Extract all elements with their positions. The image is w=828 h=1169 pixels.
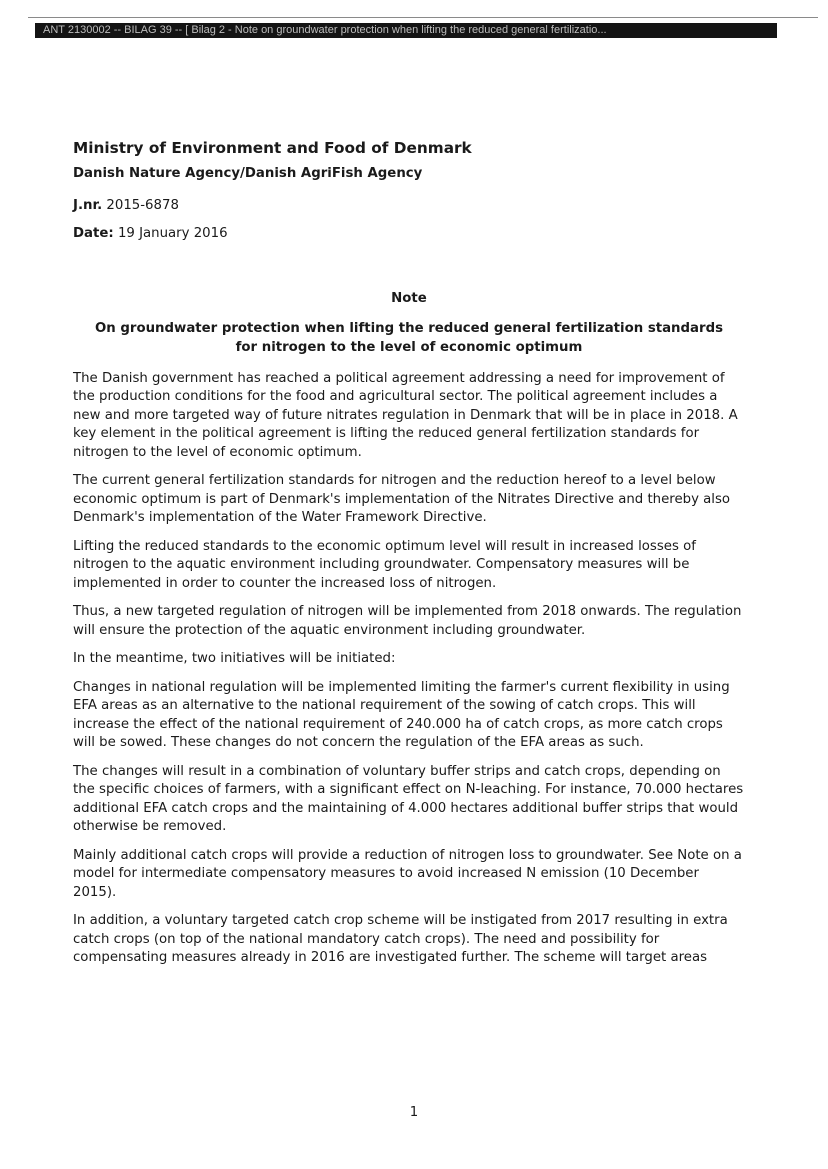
paragraph: Changes in national regulation will be implemented limiting the farmer's current flexibility in using EFA areas as an alternative to the national requirement of the sowing of catch crops. This will increase the effect of the national requirement of 240.000 ha of catch crops, as more catch crops will be sowed. These changes do not concern the regulation of the EFA areas as such. xyxy=(73,679,730,750)
ministry-heading: Ministry of Environment and Food of Denmark xyxy=(73,139,472,157)
journal-number-label: J.nr. xyxy=(73,198,103,213)
top-rule xyxy=(28,17,818,18)
paragraph: The current general fertilization standards for nitrogen and the reduction hereof to a level below economic optimum is part of Denmark's implementation of the Nitrates Directive and thereby also Denmark's implementation of the Water Framework Directive. xyxy=(73,473,731,525)
paragraph: Mainly additional catch crops will provide a reduction of nitrogen loss to groundwater. See Note on a model for intermediate compensatory measures to avoid increased N emission (10 December 2015). xyxy=(73,847,742,900)
note-label: Note xyxy=(391,291,427,306)
paragraph: Lifting the reduced standards to the economic optimum level will result in increased losses of nitrogen to the aquatic environment including groundwater. Compensatory measures will be implemented in order to counter the increased loss of nitrogen. xyxy=(73,538,696,591)
paragraph: In addition, a voluntary targeted catch crop scheme will be instigated from 2017 resulting in extra catch crops (on top of the national mandatory catch crops). The need and possibility for compensating measures already in 2016 are investigated further. The scheme will target areas xyxy=(73,913,728,965)
note-title xyxy=(73,319,745,357)
paragraph: The changes will result in a combination of voluntary buffer strips and catch crops, depending on the specific choices of farmers, with a significant effect on N-leaching. For instance, 70.000 hectares additional EFA catch crops and the maintaining of 4.000 hectares additional buffer strips that would otherwise be removed. xyxy=(73,763,744,834)
paragraph: In the meantime, two initiatives will be initiated: xyxy=(73,651,396,666)
paragraph: The Danish government has reached a political agreement addressing a need for improvement of the production conditions for the food and agricultural sector. The political agreement includes a new and more targeted way of future nitrates regulation in Denmark that will be in place in 2018. A key element in the political agreement is lifting the reduced general fertilization standards for nitrogen to the level of economic optimum. xyxy=(73,370,738,460)
date-value: 19 January 2016 xyxy=(117,225,228,241)
paragraph: Thus, a new targeted regulation of nitrogen will be implemented from 2018 onwards. The regulation will ensure the protection of the aquatic environment including groundwater. xyxy=(73,604,742,638)
document-body xyxy=(73,139,745,978)
document-date xyxy=(73,225,745,244)
journal-number xyxy=(73,197,745,216)
document-header-bar: ANT 2130002 -- BILAG 39 -- [ Bilag 2 - Note on groundwater protection when lifting the reduced general fertilizatio... xyxy=(35,23,777,38)
note-title-line-2: for nitrogen to the level of economic optimum xyxy=(235,339,583,355)
agency-heading: Danish Nature Agency/Danish AgriFish Agency xyxy=(73,165,423,181)
journal-number-value: 2015-6878 xyxy=(106,198,179,213)
date-label: Date: xyxy=(73,225,114,241)
page-number: 1 xyxy=(409,1105,419,1120)
note-title-line-1: On groundwater protection when lifting the reduced general fertilization standards xyxy=(94,320,724,336)
